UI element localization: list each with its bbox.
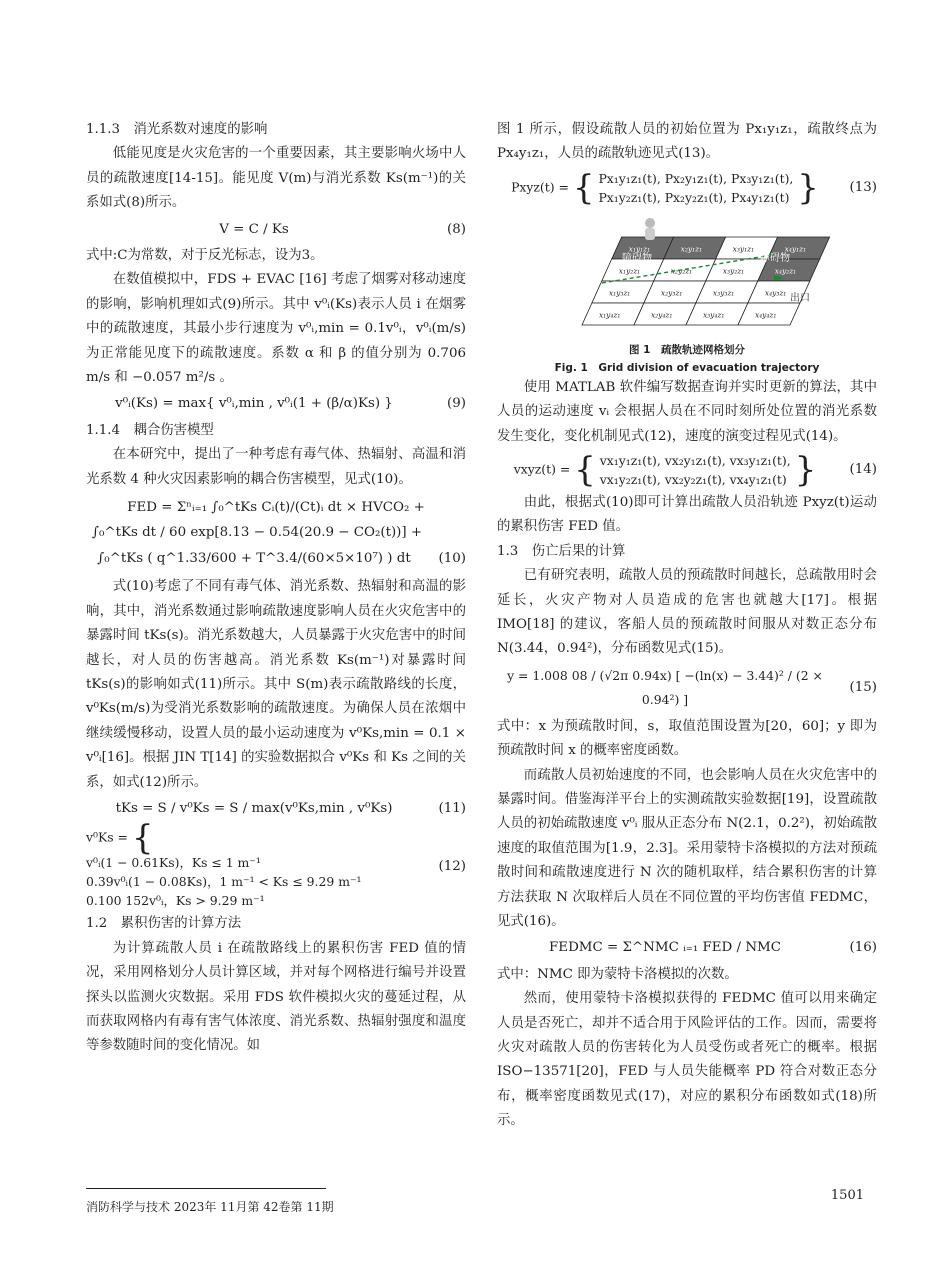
paragraph: 使用 MATLAB 软件编写数据查询并实时更新的算法，其中人员的运动速度 vᵢ 会根据人员在不同时刻所处位置的消光系数发生变化，变化机制见式(12)，速度的演变过程见式(14)。 (497, 379, 877, 444)
section-1-1-3-title: 1.1.3 消光系数对速度的影响 (86, 122, 268, 137)
grid-cell-label: x₄y₂z₁ (774, 266, 797, 276)
grid-cell-label: x₄y₄z₁ (754, 310, 777, 320)
equation-13-number: (13) (849, 179, 877, 195)
equation-15 (497, 664, 877, 713)
equation-13-lhs: Pxyz(t) = (511, 179, 569, 195)
paragraph: 式中:C为常数，对于反光标志，设为3。 (86, 248, 324, 264)
paragraph: 然而，使用蒙特卡洛模拟获得的 FEDMC 值可以用来确定人员是否死亡，却并不适合用于风险评估的工作。因而，需要将火灾对疏散人员的伤害转化为人员受伤或者死亡的概率。根据 ISO−13571[20]，FED 与人员失能概率 PD 符合对数正态分布，概率密度函数见式(17)，对应的累积分布函数如式(18)所示。 (497, 991, 877, 1129)
equation-12-number: (12) (438, 858, 466, 874)
equation-9-number: (9) (447, 396, 466, 412)
equation-12-case: v⁰ᵢ(1 − 0.61Ks)，Ks ≤ 1 m⁻¹ (86, 855, 261, 871)
grid-cell-label: x₃y₁z₁ (732, 244, 755, 254)
equation-10-line3: ∫₀^tKs ( q^1.33/600 + T^3.4/(60×5×10⁷) ) dt (97, 550, 411, 566)
evacuation-grid-diagram (542, 215, 832, 340)
equation-13 (497, 169, 877, 207)
grid-cell-label: x₂y₂z₁ (670, 266, 693, 276)
equation-12-case: 0.39v⁰ᵢ(1 − 0.08Ks)，1 m⁻¹ < Ks ≤ 9.29 m⁻¹ (86, 874, 362, 890)
equation-14-row: vx₁y₂z₁(t), vx₂y₂z₁(t), vx₄y₁z₁(t) (599, 472, 787, 488)
brace-symbol: { (574, 450, 596, 491)
figure-1 (542, 215, 832, 340)
equation-12-cases (86, 853, 361, 910)
equation-9 (86, 392, 466, 416)
paragraph: 为计算疏散人员 i 在疏散路线上的累积伤害 FED 值的情况，采用网格划分人员计算区域，并对每个网格进行编号并设置探头以监测火灾数据。采用 FDS 软件模拟火灾的蔓延过程，从而获取网格内有毒有害气体浓度、消光系数、热辐射强度和温度等参数随时间的变化情况。如 (86, 940, 466, 1054)
equation-11-body: tKs = S / v⁰Ks = S / max(v⁰Ks,min , v⁰Ks) (115, 800, 393, 816)
equation-8-number: (8) (447, 221, 466, 237)
grid-cell-label: x₁y₄z₁ (598, 310, 621, 320)
equation-16-number: (16) (849, 940, 877, 956)
equation-14-lhs: vxyz(t) = (513, 461, 571, 477)
equation-9-body: v⁰ᵢ(Ks) = max{ v⁰ᵢ,min , v⁰ᵢ(1 + (β/α)Ks) } (115, 396, 393, 412)
grid-cell-label: x₁y₂z₁ (618, 266, 641, 276)
obstacle-label-left: 障碍物 (622, 252, 652, 264)
equation-10-line1: FED = Σⁿᵢ₌₁ ∫₀^tKs Cᵢ(t)/(Ct)ᵢ dt × HVCO₂ + (127, 500, 425, 516)
equation-15-number: (15) (849, 680, 877, 696)
brace-symbol: { (131, 818, 154, 859)
section-1-1-4-title: 1.1.4 耦合伤害模型 (86, 422, 214, 438)
equation-11-number: (11) (438, 800, 466, 816)
grid-cell-label: x₂y₁z₁ (680, 244, 703, 254)
grid-cell-label: x₄y₃z₁ (764, 288, 787, 298)
equation-14-number: (14) (849, 461, 877, 477)
paragraph: 式中：NMC 即为蒙特卡洛模拟的次数。 (497, 966, 738, 982)
equation-15-body: y = 1.008 08 / (√2π 0.94x) [ −(ln(x) − 3.44)² / (2 × 0.94²) ] (507, 667, 823, 708)
grid-cell-label: x₃y₄z₁ (702, 310, 725, 320)
brace-symbol: { (572, 167, 595, 208)
grid-cell-label: x₃y₃z₁ (712, 288, 735, 298)
journal-footer: 消防科学与技术 2023年 11月第 42卷第 11期 (86, 1200, 334, 1214)
footer-rule (86, 1188, 326, 1189)
grid-cell-label: x₂y₃z₁ (660, 288, 683, 298)
equation-16-body: FEDMC = Σ^NMC ᵢ₌₁ FED / NMC (549, 940, 781, 956)
paragraph: 式中：x 为预疏散时间，s，取值范围设置为[20，60]；y 即为预疏散时间 x 的概率密度函数。 (497, 718, 877, 759)
equation-14 (497, 451, 877, 489)
equation-10-line2: ∫₀^tKs dt / 60 exp[8.13 − 0.54(20.9 − CO₂(t))] + (92, 524, 423, 540)
equation-13-row: Px₁y₂z₁(t), Px₂y₂z₁(t), Px₄y₁z₁(t) (598, 189, 790, 205)
paragraph: 低能见度是火灾危害的一个重要因素，其主要影响火场中人员的疏散速度[14-15]。能见度 V(m)与消光系数 Ks(m⁻¹)的关系如式(8)所示。 (86, 146, 466, 211)
equation-12 (86, 818, 466, 910)
equation-13-rows (598, 169, 793, 207)
section-1-3-title: 1.3 伤亡后果的计算 (497, 543, 626, 559)
brace-symbol: } (797, 167, 819, 208)
equation-10-number: (10) (438, 550, 466, 566)
equation-16 (497, 936, 877, 960)
grid-cell-label: x₁y₁z₁ (628, 244, 651, 254)
figure-1-caption-cn: 图 1 疏散轨迹网格划分 (629, 343, 745, 356)
paragraph: 在本研究中，提出了一种考虑有毒气体、热辐射、高温和消光系数 4 种火灾因素影响的耦合伤害模型，见式(10)。 (86, 447, 466, 487)
grid-cell-label: x₂y₄z₁ (650, 310, 673, 320)
equation-8-body: V = C / Ks (219, 221, 289, 237)
equation-14-rows (600, 451, 791, 489)
section-1-2-title: 1.2 累积伤害的计算方法 (86, 916, 242, 932)
figure-1-caption-en: Fig. 1 Grid division of evacuation trajectory (554, 361, 820, 374)
equation-10 (86, 496, 466, 571)
page-number: 1501 (830, 1188, 864, 1203)
brace-symbol: } (794, 450, 817, 491)
grid-cell-label: x₄y₁z₁ (784, 244, 807, 254)
obstacle-label-right: 障碍物 (760, 252, 790, 264)
exit-label: 出口 (790, 292, 810, 304)
paragraph: 已有研究表明，疏散人员的预疏散时间越长，总疏散用时会延长，火灾产物对人员造成的危害也就越大[17]。根据 IMO[18] 的建议，客船人员的预疏散时间服从对数正态分布 N(3.44，0.94²)，分布函数见式(15)。 (497, 568, 877, 657)
person-icon (645, 218, 655, 240)
equation-14-row: vx₁y₁z₁(t), vx₂y₁z₁(t), vx₃y₁z₁(t), (599, 453, 791, 469)
paragraph: 在数值模拟中，FDS + EVAC [16] 考虑了烟雾对移动速度的影响，影响机理如式(9)所示。其中 v⁰ᵢ(Ks)表示人员 i 在烟雾中的疏散速度，其最小步行速度为 v⁰ᵢ,min = 0.1v⁰ᵢ，v⁰ᵢ(m/s)为正常能见度下的疏散速度。系数 α 和 β 的值分别为 0.706 m/s 和 −0.057 m²/s 。 (86, 272, 466, 386)
paragraph: 式(10)考虑了不同有毒气体、消光系数、热辐射和高温的影响，其中，消光系数通过影响疏散速度影响人员在火灾危害中的暴露时间 tKs(s)。消光系数越大，人员暴露于火灾危害中的时间越长，对人员的伤害越高。消光系数 Ks(m⁻¹)对暴露时间 tKs(s)的影响如式(11)所示。其中 S(m)表示疏散路线的长度，v⁰Ks(m/s)为受消光系数影响的疏散速度。为确保人员在浓烟中继续缓慢移动，设置人员的最小运动速度为 v⁰Ks,min = 0.1 × v⁰ᵢ[16]。根据 JIN T[14] 的实验数据拟合 v⁰Ks 和 Ks 之间的关系，如式(12)所示。 (86, 579, 466, 790)
grid-cell-label: x₃y₂z₁ (722, 266, 745, 276)
paragraph: 图 1 所示，假设疏散人员的初始位置为 Px₁y₁z₁，疏散终点为 Px₄y₁z₁，人员的疏散轨迹见式(13)。 (497, 122, 877, 162)
equation-8 (86, 218, 466, 242)
left-column (86, 118, 466, 1059)
equation-13-row: Px₁y₁z₁(t), Px₂y₁z₁(t), Px₃y₁z₁(t), (598, 170, 794, 186)
equation-12-case: 0.100 152v⁰ᵢ，Ks > 9.29 m⁻¹ (86, 893, 265, 909)
paragraph: 而疏散人员初始速度的不同，也会影响人员在火灾危害中的暴露时间。借鉴海洋平台上的实测疏散实验数据[19]，设置疏散人员的初始疏散速度 v⁰ᵢ 服从正态分布 N(2.1，0.2²)，初始疏散速度的取值范围为[1.9，2.3]。采用蒙特卡洛模拟的方法对预疏散时间和疏散速度进行 N 次的随机取样，结合累积伤害的计算方法获取 N 次取样后人员在不同位置的平均伤害值 FEDMC，见式(16)。 (497, 767, 877, 929)
right-column (497, 118, 877, 1134)
paragraph: 由此，根据式(10)即可计算出疏散人员沿轨迹 Pxyz(t)运动的累积伤害 FED 值。 (497, 495, 877, 535)
grid-cell-label: x₁y₃z₁ (608, 288, 631, 298)
equation-12-lhs: v⁰Ks = (86, 829, 128, 845)
